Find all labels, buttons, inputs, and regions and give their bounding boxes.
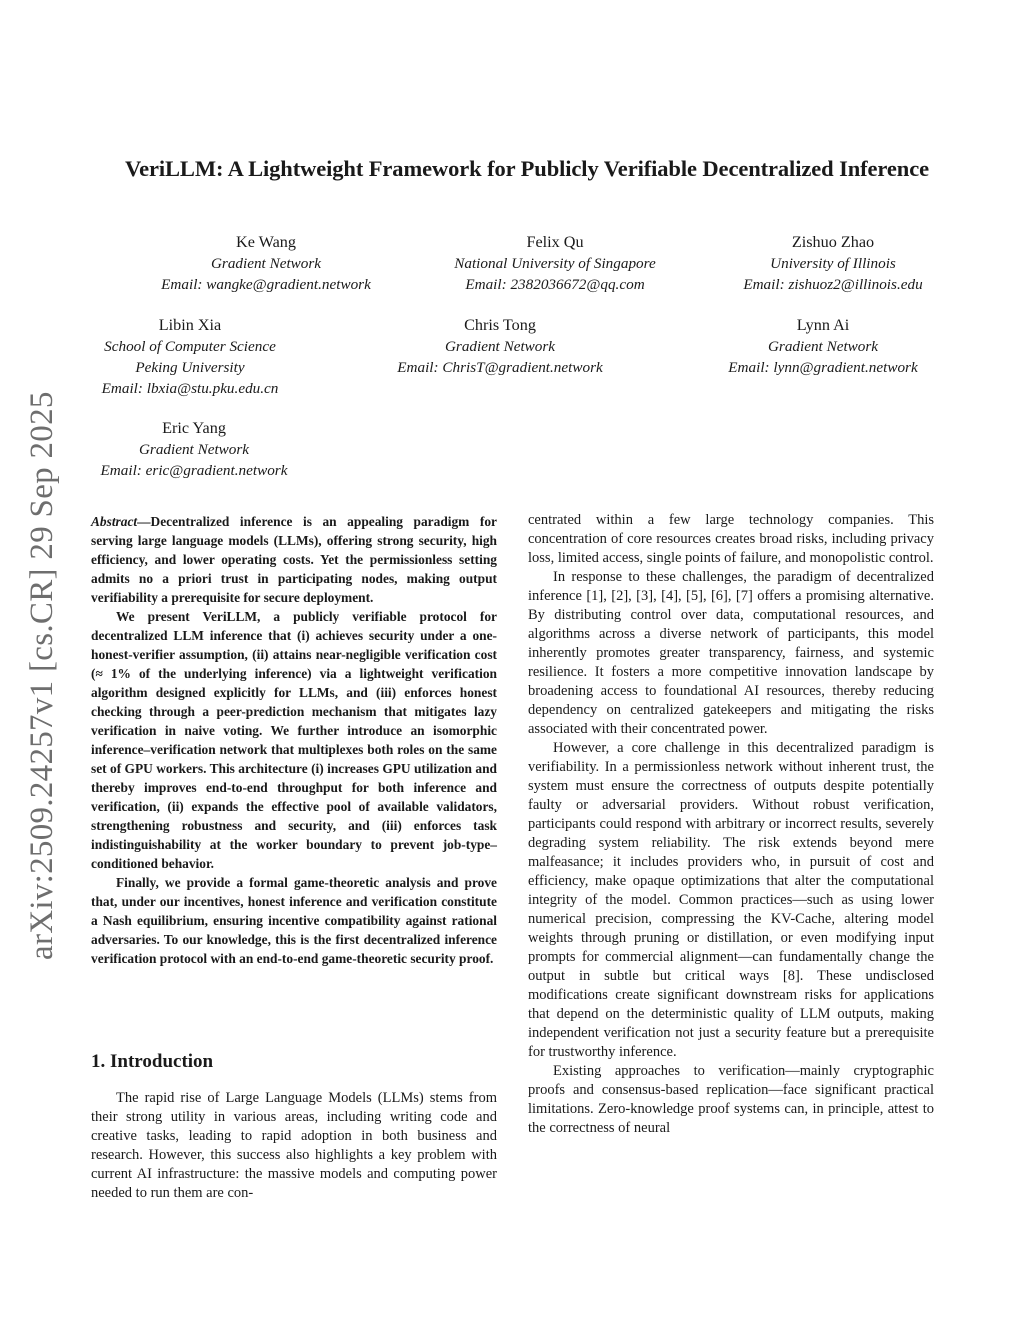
- author-email: Email: wangke@gradient.network: [161, 276, 371, 293]
- author-affiliation: School of Computer Science: [104, 338, 276, 355]
- author-block: [722, 232, 944, 295]
- author-affiliation: University of Illinois: [770, 255, 896, 272]
- author-name: Lynn Ai: [796, 316, 850, 334]
- body-paragraph: The rapid rise of Large Language Models (LLMs) stems from their strong utility in various areas, including writing code and creative tasks, leading to rapid adoption in both business and research. However, this success also highlights a key problem with current AI infrastructure: the massive models and computing power needed to run them are con-: [91, 1090, 497, 1201]
- author-name: Eric Yang: [162, 419, 226, 437]
- body-paragraph: Existing approaches to verification—mainly cryptographic proofs and consensus-based replication—face significant practical limitations. Zero-knowledge proof systems can, in principle, attest to the correctness of neural: [528, 1063, 934, 1136]
- body-paragraph: centrated within a few large technology companies. This concentration of core resources creates broad risks, including privacy loss, limited access, single points of failure, and monopolistic control.: [528, 512, 934, 566]
- author-email: Email: eric@gradient.network: [100, 462, 288, 479]
- abstract-paragraph: Finally, we provide a formal game-theoretic analysis and prove that, under our incentives, honest inference and verification constitute a Nash equilibrium, ensuring incentive compatibility against rational adversaries. To our knowledge, this is the first decentralized inference verification protocol with an end-to-end game-theoretic security proof.: [91, 875, 497, 966]
- abstract-paragraph: We present VeriLLM, a publicly verifiable protocol for decentralized LLM inference that (i) achieves security under a one-honest-verifier assumption, (ii) attains near-negligible verification cost (≈ 1% of the underlying inference) via a lightweight verification algorithm designed explicitly for LLMs, and (iii) enforces honest checking through a peer-prediction mechanism that mitigates lazy verification in naive voting. We further introduce an isomorphic inference–verification network that multiplexes both roles on the same set of GPU workers. This architecture (i) increases GPU utilization and thereby improves end-to-end throughput for both inference and verification, (ii) expands the effective pool of available validators, strengthening robustness and security, and (iii) enforces task indistinguishability at the worker boundary to prevent job-type–conditioned behavior.: [91, 609, 497, 871]
- author-block: [140, 232, 392, 295]
- author-email: Email: 2382036672@qq.com: [465, 276, 645, 293]
- abstract-paragraph: [91, 512, 497, 607]
- body-paragraph: However, a core challenge in this decentralized paradigm is verifiability. In a permissionless network without inherent trust, the system must ensure the correctness of outputs despite potentially faulty or adversarial providers. Without robust verification, participants could respond with arbitrary or incorrect results, severely degrading system reliability. The risk extends beyond mere malfeasance; it includes providers who, in pursuit of cost and efficiency, make opaque optimizations that alter the computational integrity of the model. Common practices—such as using lower numerical precision, compressing the KV-Cache, altering model weights through pruning or distillation, or even modifying input prompts for commercial alignment—can fundamentally change the output in subtle but critical ways [8]. These undisclosed modifications create significant downstream risks for applications that depend on the deterministic quality of LLM outputs, making independent verification not just a security feature but a prerequisite for trustworthy inference.: [528, 740, 934, 1060]
- body-paragraph: In response to these challenges, the paradigm of decentralized inference [1], [2], [3], [4], [5], [6], [7] offers a promising alternative. By distributing control over data, computational resources, and algorithms across a diverse network of participants, this model inherently promotes greater transparency, fairness, and systemic resilience. It fosters a more competitive innovation landscape by broadening access to foundational AI resources, thereby reducing dependency on centralized gatekeepers and mitigating the risks associated with their concentrated power.: [528, 569, 934, 737]
- section-heading: 1. Introduction: [91, 1051, 214, 1072]
- author-name: Ke Wang: [236, 233, 296, 251]
- author-block: [84, 418, 304, 481]
- paper-title: VeriLLM: A Lightweight Framework for Publicly Verifiable Decentralized Inference: [125, 156, 929, 181]
- author-name: Libin Xia: [158, 316, 222, 334]
- intro-left-column: [91, 1089, 497, 1203]
- author-email: Email: ChrisT@gradient.network: [397, 359, 603, 376]
- author-name: Chris Tong: [464, 316, 536, 334]
- author-email: Email: lbxia@stu.pku.edu.cn: [101, 380, 279, 397]
- author-affiliation: Gradient Network: [767, 338, 879, 355]
- author-affiliation: National University of Singapore: [454, 255, 656, 272]
- intro-right-column: [528, 511, 934, 1138]
- abstract-text: —Decentralized inference is an appealing paradigm for serving large language models (LLMs), offering strong security, high efficiency, and lower operating costs. Yet the permissionless setting admits no a priori trust in participating nodes, making output verifiability a prerequisite for secure deployment.: [91, 514, 497, 605]
- author-block: [80, 315, 300, 399]
- author-affiliation: Gradient Network: [444, 338, 556, 355]
- author-name: Felix Qu: [526, 233, 584, 251]
- author-block: [378, 315, 622, 378]
- abstract: [91, 512, 497, 968]
- author-email: Email: zishuoz2@illinois.edu: [743, 276, 923, 293]
- author-affiliation: Peking University: [135, 359, 245, 376]
- author-name: Zishuo Zhao: [791, 233, 875, 251]
- abstract-label: Abstract: [91, 514, 138, 529]
- author-block: [420, 232, 690, 295]
- arxiv-identifier-stamp: arXiv:2509.24257v1 [cs.CR] 29 Sep 2025: [24, 391, 60, 960]
- author-affiliation: Gradient Network: [138, 441, 250, 458]
- author-email: Email: lynn@gradient.network: [728, 359, 918, 376]
- author-block: [708, 315, 938, 378]
- author-affiliation: Gradient Network: [210, 255, 322, 272]
